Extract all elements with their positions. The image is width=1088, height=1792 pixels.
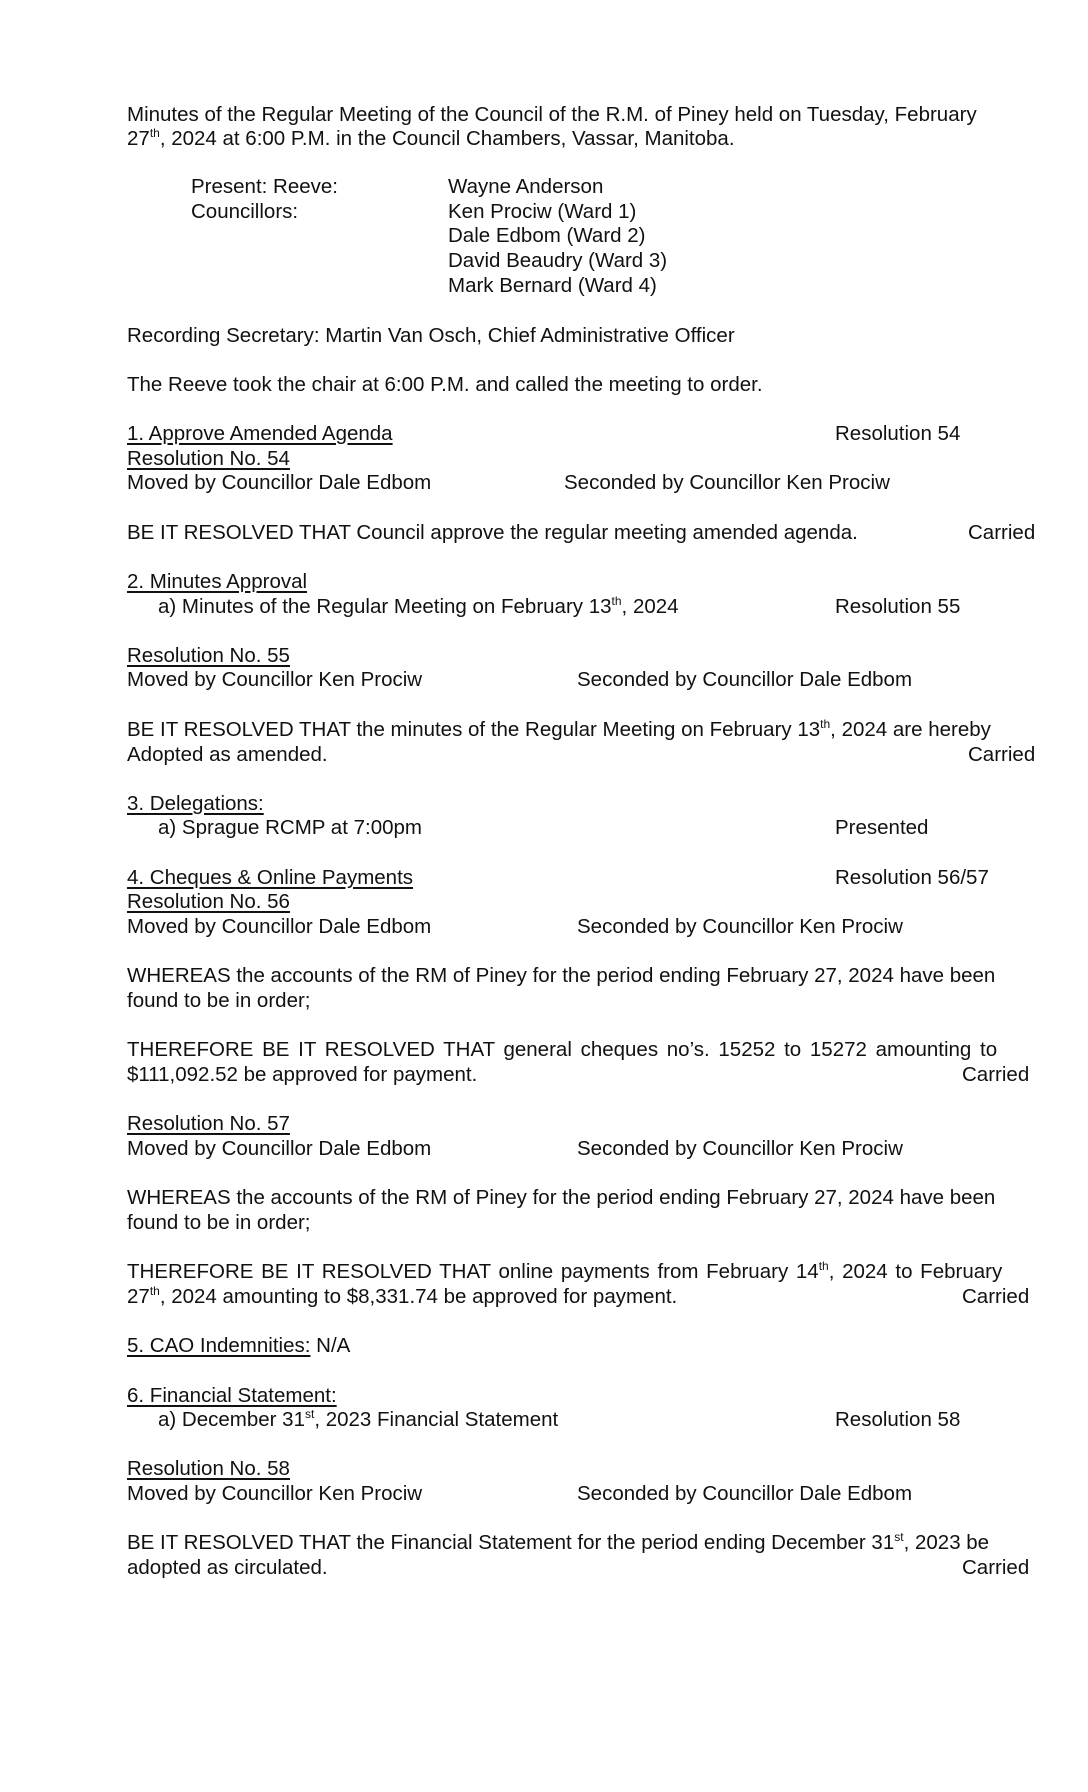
councillor-name: Ken Prociw (Ward 1)	[448, 200, 637, 223]
superscript: st	[894, 1530, 904, 1545]
therefore-text	[127, 1260, 1002, 1284]
resolution-text	[127, 1531, 989, 1555]
moved-by: Moved by Councillor Dale Edbom	[127, 471, 432, 494]
text-part: , 2023 be	[903, 1531, 990, 1554]
superscript: th	[611, 594, 622, 609]
item-text: a) Minutes of the Regular Meeting on February 13	[158, 595, 612, 618]
intro-line-1: Minutes of the Regular Meeting of the Council of the R.M. of Piney held on Tuesday, February	[127, 103, 977, 126]
councillor-name: David Beaudry (Ward 3)	[448, 249, 668, 272]
councillor-name: Mark Bernard (Ward 4)	[448, 274, 657, 297]
resolution-text	[127, 718, 991, 742]
superscript: th	[820, 717, 831, 732]
status-carried: Carried	[962, 1063, 1030, 1086]
intro-date-rest: , 2024 at 6:00 P.M. in the Council Chambers, Vassar, Manitoba.	[159, 127, 735, 150]
superscript: st	[304, 1407, 315, 1422]
text-part: BE IT RESOLVED THAT the minutes of the Regular Meeting on February 13	[127, 718, 821, 741]
resolution-number: Resolution No. 57	[127, 1112, 290, 1135]
section-heading: 1. Approve Amended Agenda	[127, 422, 393, 445]
call-to-order: The Reeve took the chair at 6:00 P.M. and called the meeting to order.	[127, 373, 763, 396]
resolution-number: Resolution No. 54	[127, 447, 290, 470]
section-heading: 4. Cheques & Online Payments	[127, 866, 414, 889]
whereas-text: WHEREAS the accounts of the RM of Piney for the period ending February 27, 2024 have been	[127, 964, 996, 987]
superscript: th	[818, 1259, 829, 1274]
status-carried: Carried	[968, 743, 1036, 766]
status-presented: Presented	[835, 816, 929, 839]
agenda-item	[158, 595, 679, 619]
text-part: BE IT RESOLVED THAT the Financial Statement for the period ending December 31	[127, 1531, 895, 1554]
section-value: N/A	[310, 1334, 351, 1357]
text-part: , 2024 are hereby	[830, 718, 991, 741]
superscript: th	[149, 1284, 160, 1299]
seconded-by: Seconded by Councillor Ken Prociw	[564, 471, 890, 494]
resolution-text: adopted as circulated.	[127, 1556, 328, 1579]
status-carried: Carried	[962, 1556, 1030, 1579]
seconded-by: Seconded by Councillor Ken Prociw	[577, 1137, 903, 1160]
resolution-text: Adopted as amended.	[127, 743, 328, 766]
text-part: , 2024 amounting to $8,331.74 be approved for payment.	[159, 1285, 678, 1308]
whereas-text: found to be in order;	[127, 989, 311, 1012]
reeve-name: Wayne Anderson	[448, 175, 604, 198]
resolution-number: Resolution No. 58	[127, 1457, 290, 1480]
resolution-text: BE IT RESOLVED THAT Council approve the regular meeting amended agenda.	[127, 521, 858, 544]
reeve-label: Present: Reeve:	[191, 175, 338, 198]
status-carried: Carried	[962, 1285, 1030, 1308]
agenda-item: a) Sprague RCMP at 7:00pm	[158, 816, 422, 839]
therefore-text: THEREFORE BE IT RESOLVED THAT general cheques no’s. 15252 to 15272 amounting to	[127, 1038, 998, 1061]
agenda-item	[158, 1408, 558, 1432]
councillors-label: Councillors:	[191, 200, 299, 223]
whereas-text: found to be in order;	[127, 1211, 311, 1234]
resolution-number: Resolution No. 55	[127, 644, 290, 667]
section-heading: 2. Minutes Approval	[127, 570, 308, 593]
section-heading: 3. Delegations:	[127, 792, 264, 815]
status-carried: Carried	[968, 521, 1036, 544]
councillor-name: Dale Edbom (Ward 2)	[448, 224, 646, 247]
item-text: , 2024	[621, 595, 679, 618]
intro-line-2	[127, 127, 735, 151]
intro-date-day: 27	[127, 127, 150, 150]
whereas-text: WHEREAS the accounts of the RM of Piney for the period ending February 27, 2024 have been	[127, 1186, 996, 1209]
section-heading: 5. CAO Indemnities:	[127, 1334, 311, 1357]
seconded-by: Seconded by Councillor Ken Prociw	[577, 915, 903, 938]
moved-by: Moved by Councillor Ken Prociw	[127, 1482, 423, 1505]
text-part: 27	[127, 1285, 150, 1308]
resolution-number: Resolution No. 56	[127, 890, 290, 913]
therefore-text	[127, 1285, 677, 1309]
moved-by: Moved by Councillor Dale Edbom	[127, 915, 432, 938]
section-heading: 6. Financial Statement:	[127, 1384, 337, 1407]
superscript: th	[149, 126, 160, 141]
item-text: , 2023 Financial Statement	[314, 1408, 559, 1431]
cao-indemnities	[127, 1334, 350, 1358]
text-part: THEREFORE BE IT RESOLVED THAT online payments from February 14	[127, 1260, 819, 1283]
resolution-ref: Resolution 58	[835, 1408, 961, 1431]
resolution-ref: Resolution 55	[835, 595, 961, 618]
resolution-ref: Resolution 56/57	[835, 866, 989, 889]
recording-secretary: Recording Secretary: Martin Van Osch, Chief Administrative Officer	[127, 324, 735, 347]
moved-by: Moved by Councillor Dale Edbom	[127, 1137, 432, 1160]
item-text: a) December 31	[158, 1408, 305, 1431]
therefore-text: $111,092.52 be approved for payment.	[127, 1063, 478, 1086]
resolution-ref: Resolution 54	[835, 422, 961, 445]
text-part: , 2024 to February	[828, 1260, 1003, 1283]
seconded-by: Seconded by Councillor Dale Edbom	[577, 668, 913, 691]
moved-by: Moved by Councillor Ken Prociw	[127, 668, 423, 691]
seconded-by: Seconded by Councillor Dale Edbom	[577, 1482, 913, 1505]
